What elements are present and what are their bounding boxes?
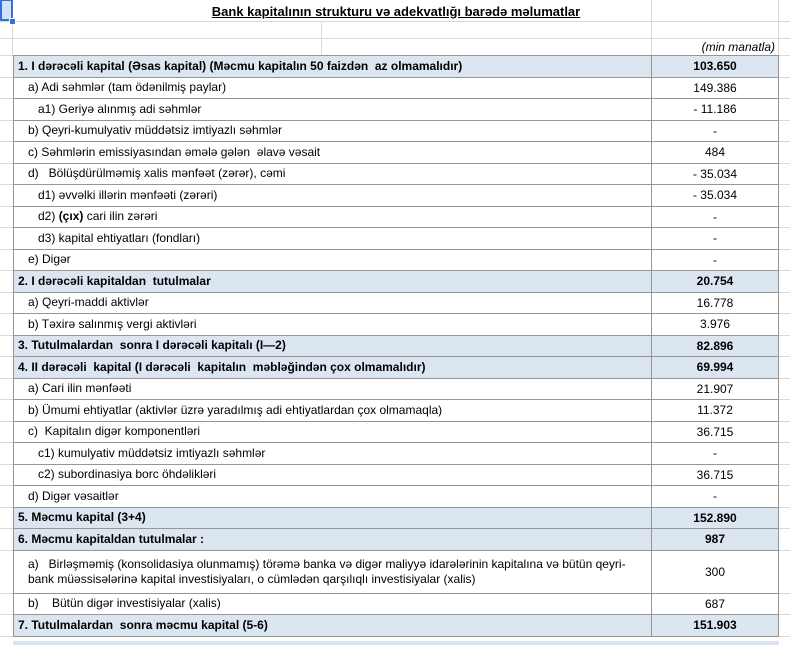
row-value-cell[interactable]: [652, 615, 779, 637]
col-a-cell[interactable]: [0, 400, 13, 422]
col-a-cell[interactable]: [0, 121, 13, 143]
table-row: [0, 78, 790, 100]
row-value-cell[interactable]: [652, 164, 779, 186]
table-row: [0, 508, 790, 530]
row-value-cell[interactable]: [652, 121, 779, 143]
label-text: 7. Tutulmalardan sonra məcmu kapital (5-6): [18, 617, 268, 632]
col-a-cell[interactable]: [0, 185, 13, 207]
right-margin-cell[interactable]: [779, 207, 790, 229]
label-text: c2) subordinasiya borc öhdəlikləri: [38, 467, 217, 482]
label-text: (I dərəcəli kapitalın məbləğindən çox olmamalıdır): [131, 359, 426, 374]
unit-note-cell[interactable]: (min manatla): [652, 39, 779, 56]
right-margin-cell[interactable]: [779, 465, 790, 487]
label-text: d) Digər vəsaitlər: [28, 488, 119, 503]
label-text: d) Bölüşdürülməmiş xalis mənfəət (zərər), cəmi: [28, 166, 286, 181]
label-text: 5. Məcmu kapital (3+4): [18, 510, 146, 525]
sheet-row-empty: [0, 22, 790, 39]
cell-b2[interactable]: [13, 22, 322, 39]
right-margin-cell[interactable]: [779, 228, 790, 250]
col-a-cell[interactable]: [0, 228, 13, 250]
table-row: [0, 400, 790, 422]
table-row: [0, 185, 790, 207]
col-a-cell[interactable]: [0, 508, 13, 530]
row-value-cell[interactable]: [652, 529, 779, 551]
label-text: a) Cari ilin mənfəəti: [28, 381, 132, 396]
cell-b3[interactable]: [13, 39, 322, 56]
row-label-cell[interactable]: [13, 271, 652, 293]
cell-value: 149.386: [693, 80, 737, 95]
table-row: [0, 121, 790, 143]
col-a-cell[interactable]: [0, 336, 13, 358]
cell-value: 687: [704, 596, 726, 611]
cell-value: -: [713, 231, 717, 246]
row-label-cell[interactable]: [13, 508, 652, 530]
row-label-cell[interactable]: [13, 99, 652, 121]
row-value-cell[interactable]: [652, 99, 779, 121]
row-label-cell[interactable]: [13, 228, 652, 250]
row-value-cell[interactable]: [652, 271, 779, 293]
row-label-cell[interactable]: [13, 78, 652, 100]
table-row: [0, 615, 790, 637]
table-row: [0, 379, 790, 401]
row-value-cell[interactable]: [652, 207, 779, 229]
table-row: [0, 99, 790, 121]
cell-value: 987: [704, 532, 726, 547]
sheet-row-note: [0, 39, 790, 56]
col-a-cell[interactable]: [0, 486, 13, 508]
table-row: [0, 56, 790, 78]
col-a-cell[interactable]: [0, 164, 13, 186]
row-value-cell[interactable]: [652, 336, 779, 358]
label-text: d1) əvvəlki illərin mənfəəti (zərəri): [38, 187, 218, 202]
row-label-cell[interactable]: [13, 121, 652, 143]
col-a-cell[interactable]: [0, 207, 13, 229]
right-margin-cell[interactable]: [779, 336, 790, 358]
table-row: [0, 594, 790, 616]
cell-value: 21.907: [696, 381, 734, 396]
row-label-cell[interactable]: [13, 594, 652, 616]
row-label-cell[interactable]: [13, 336, 652, 358]
label-text: b) Təxirə salınmış vergi aktivləri: [28, 316, 197, 331]
table-row: [0, 271, 790, 293]
cell-value: - 11.186: [693, 102, 737, 117]
col-a-cell[interactable]: [0, 142, 13, 164]
row-label-cell[interactable]: [13, 164, 652, 186]
right-margin-cell[interactable]: [779, 379, 790, 401]
right-margin-cell[interactable]: [779, 422, 790, 444]
col-a-cell[interactable]: [0, 271, 13, 293]
table-row: [0, 529, 790, 551]
col-a-cell[interactable]: [0, 293, 13, 315]
cell-e2[interactable]: [779, 22, 790, 39]
label-text: e) Digər: [28, 252, 71, 267]
table-row: [0, 142, 790, 164]
below-table-area: [0, 637, 790, 645]
row-label-cell[interactable]: [13, 529, 652, 551]
right-margin-cell[interactable]: [779, 56, 790, 78]
row-label-cell[interactable]: [13, 422, 652, 444]
partial-next-section-row[interactable]: [13, 641, 779, 645]
row-label-cell[interactable]: [13, 207, 652, 229]
right-margin-cell[interactable]: [779, 142, 790, 164]
right-margin-cell[interactable]: [779, 250, 790, 272]
col-a-cell[interactable]: [0, 56, 13, 78]
table-row: [0, 250, 790, 272]
label-text: cari ilin zərəri: [83, 209, 158, 224]
cell-value: -: [713, 446, 717, 461]
row-value-cell[interactable]: [652, 357, 779, 379]
row-label-cell[interactable]: [13, 615, 652, 637]
capital-structure-table: [0, 56, 790, 637]
cell-d2[interactable]: [652, 22, 779, 39]
row-label-cell[interactable]: [13, 379, 652, 401]
table-row: [0, 357, 790, 379]
page-title: Bank kapitalının strukturu və adekvatlığı barədə məlumatlar: [211, 3, 581, 19]
cell-value: 82.896: [696, 338, 734, 353]
right-margin-cell[interactable]: [779, 164, 790, 186]
label-text: b) Bütün digər investisiyalar (xalis): [28, 596, 221, 611]
row-value-cell[interactable]: [652, 443, 779, 465]
label-text: a1) Geriyə alınmış adi səhmlər: [38, 101, 202, 116]
row-value-cell[interactable]: [652, 379, 779, 401]
right-margin-cell[interactable]: [779, 400, 790, 422]
right-margin-cell[interactable]: [779, 293, 790, 315]
row-label-cell[interactable]: [13, 142, 652, 164]
label-text: c1) kumulyativ müddətsiz imtiyazlı səhmlər: [38, 445, 266, 460]
table-row: [0, 207, 790, 229]
row-value-cell[interactable]: [652, 56, 779, 78]
row-value-cell[interactable]: [652, 228, 779, 250]
label-text: b) Ümumi ehtiyatlar (aktivlər üzrə yaradılmış adi ehtiyatlardan çox olmamaqla): [28, 402, 443, 417]
cell-value: 36.715: [696, 467, 734, 482]
cell-value: 20.754: [696, 274, 734, 289]
row-value-cell[interactable]: [652, 422, 779, 444]
label-text: 2. I dərəcəli kapitaldan tutulmalar: [18, 273, 211, 288]
row-value-cell[interactable]: [652, 551, 779, 594]
col-a-cell[interactable]: [0, 465, 13, 487]
cell-value: 11.372: [697, 403, 733, 418]
cell-value: -: [713, 489, 717, 504]
right-margin-cell[interactable]: [779, 615, 790, 637]
right-margin-cell[interactable]: [779, 121, 790, 143]
cell-a3[interactable]: [0, 39, 13, 56]
right-margin-cell[interactable]: [779, 529, 790, 551]
right-margin-cell[interactable]: [779, 185, 790, 207]
row-value-cell[interactable]: [652, 78, 779, 100]
right-margin-cell[interactable]: [779, 271, 790, 293]
row-label-cell[interactable]: [13, 486, 652, 508]
cell-value: - 35.034: [692, 188, 738, 203]
cell-c2[interactable]: [322, 22, 652, 39]
right-margin-cell[interactable]: [779, 357, 790, 379]
cell-value: 151.903: [693, 618, 737, 633]
selection-fill-handle[interactable]: [9, 18, 16, 25]
cell-value: 3.976: [699, 317, 731, 332]
row-value-cell[interactable]: [652, 508, 779, 530]
row-label-cell[interactable]: [13, 56, 652, 78]
cell-e1[interactable]: [779, 0, 790, 22]
col-a-cell[interactable]: [0, 379, 13, 401]
row-label-cell[interactable]: [13, 400, 652, 422]
label-text: 6. Məcmu kapitaldan tutulmalar :: [18, 531, 205, 546]
cell-value: -: [713, 252, 717, 267]
cell-value: -: [713, 209, 717, 224]
row-label-cell[interactable]: [13, 185, 652, 207]
label-text: b) Qeyri-kumulyativ müddətsiz imtiyazlı səhmlər: [28, 123, 283, 138]
row-label-cell[interactable]: [13, 443, 652, 465]
row-value-cell[interactable]: [652, 293, 779, 315]
table-row: [0, 293, 790, 315]
table-row: [0, 314, 790, 336]
cell-value: -: [713, 123, 717, 138]
row-value-cell[interactable]: [652, 594, 779, 616]
right-margin-cell[interactable]: [779, 314, 790, 336]
label-text: c) Səhmlərin emissiyasından əmələ gələn əlavə vəsait: [28, 144, 321, 159]
col-a-cell[interactable]: [0, 551, 13, 594]
row-label-cell[interactable]: [13, 465, 652, 487]
right-margin-cell[interactable]: [779, 508, 790, 530]
sheet-row-title: [0, 0, 790, 22]
table-row: [0, 551, 790, 594]
row-value-cell[interactable]: [652, 142, 779, 164]
row-value-cell[interactable]: [652, 250, 779, 272]
row-value-cell[interactable]: [652, 185, 779, 207]
table-row: [0, 336, 790, 358]
label-text: a) Qeyri-maddi aktivlər: [28, 295, 149, 310]
row-value-cell[interactable]: [652, 400, 779, 422]
cell-value: - 35.034: [692, 166, 738, 181]
col-a-cell[interactable]: [0, 529, 13, 551]
label-text: a) Adi səhmlər (tam ödənilmiş paylar): [28, 80, 227, 95]
label-text: a) Birləşməmiş (konsolidasiya olunmamış) törəmə banka və digər maliyyə idarələrinin kapitalına və bütün qeyri-bank müəssisələrinə kapital investisiyaları, o cümlədən qarşılıqlı investisiyalar (xalis): [28, 556, 626, 586]
cell-value: 69.994: [696, 360, 734, 375]
label-text: (çıx): [58, 209, 84, 224]
label-text: (Əsas kapital) (Məcmu kapitalın 50 faizdən az olmamalıdır): [124, 58, 463, 73]
right-margin-cell[interactable]: [779, 99, 790, 121]
label-text: d2): [38, 209, 59, 224]
cell-value: 484: [704, 145, 726, 160]
table-row: [0, 443, 790, 465]
cell-value: 16.778: [696, 295, 734, 310]
cell-e3[interactable]: [779, 39, 790, 56]
label-text: c) Kapitalın digər komponentləri: [28, 424, 201, 439]
col-a-cell[interactable]: [0, 78, 13, 100]
cell-value: 103.650: [693, 59, 737, 74]
right-margin-cell[interactable]: [779, 594, 790, 616]
col-a-cell[interactable]: [0, 99, 13, 121]
label-text: 3. Tutulmalardan sonra I dərəcəli kapitalı (I—2): [18, 338, 286, 353]
col-a-cell[interactable]: [0, 422, 13, 444]
right-margin-cell[interactable]: [779, 486, 790, 508]
table-row: [0, 228, 790, 250]
col-a-cell[interactable]: [0, 594, 13, 616]
right-margin-cell[interactable]: [779, 443, 790, 465]
row-label-cell[interactable]: [13, 250, 652, 272]
row-value-cell[interactable]: [652, 486, 779, 508]
label-text: 1. I dərəcəli kapital: [18, 58, 125, 73]
col-a-cell[interactable]: [0, 615, 13, 637]
table-row: [0, 164, 790, 186]
col-a-cell[interactable]: [0, 443, 13, 465]
col-a-cell[interactable]: [0, 314, 13, 336]
col-a-cell[interactable]: [0, 250, 13, 272]
cell-value: 300: [704, 564, 726, 579]
table-row: [0, 465, 790, 487]
row-value-cell[interactable]: [652, 465, 779, 487]
row-label-cell[interactable]: [13, 293, 652, 315]
row-label-cell[interactable]: [13, 314, 652, 336]
col-a-cell[interactable]: [0, 357, 13, 379]
table-row: [0, 486, 790, 508]
right-margin-cell[interactable]: [779, 78, 790, 100]
row-value-cell[interactable]: [652, 314, 779, 336]
label-text: d3) kapital ehtiyatları (fondları): [38, 230, 201, 245]
cell-c3[interactable]: [322, 39, 652, 56]
cell-value: 152.890: [693, 510, 737, 525]
table-top-border: [13, 55, 779, 56]
label-text: 4. II dərəcəli kapital: [18, 359, 132, 374]
right-margin-cell[interactable]: [779, 551, 790, 594]
row-label-cell[interactable]: [13, 357, 652, 379]
cell-value: 36.715: [696, 424, 734, 439]
row-label-cell[interactable]: [13, 551, 652, 594]
table-row: [0, 422, 790, 444]
